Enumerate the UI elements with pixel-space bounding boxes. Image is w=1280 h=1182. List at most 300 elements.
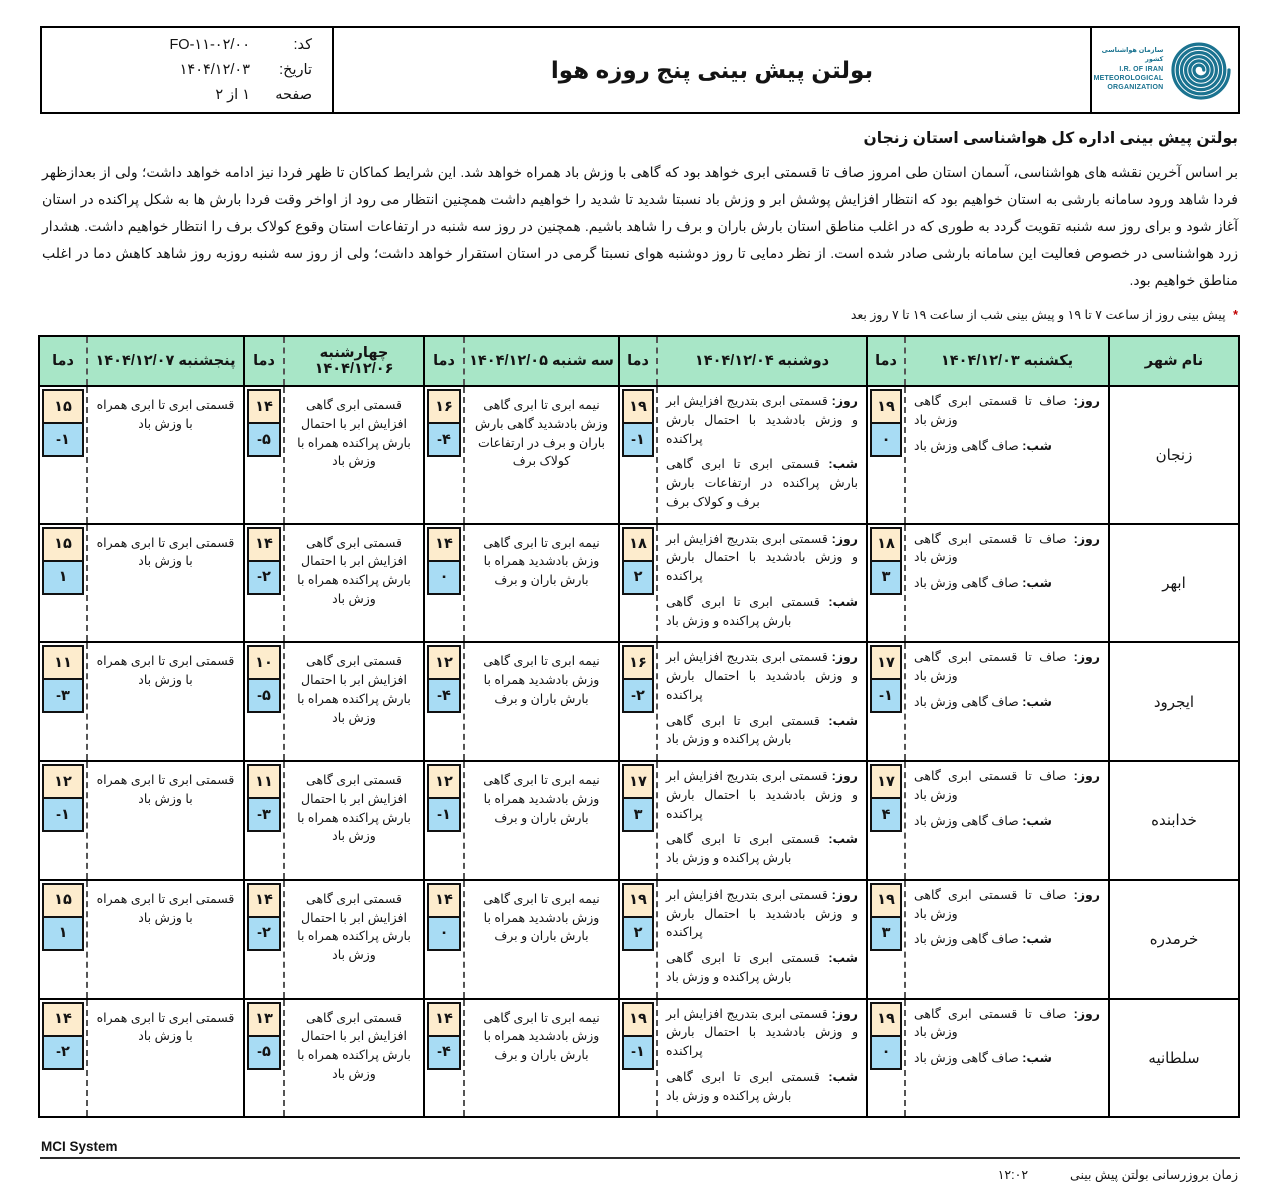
temperature-cell [244, 386, 284, 524]
table-row [39, 999, 1239, 1118]
day-temp-box [622, 1002, 654, 1037]
night-temp-box [870, 678, 902, 713]
forecast-cell [905, 999, 1109, 1118]
temperature-cell [867, 880, 905, 999]
forecast-day-text: صاف تا قسمتی ابری گاهی وزش باد [914, 769, 1067, 802]
day-temp-box [42, 764, 84, 799]
forecast-day-text: قسمتی ابری بتدریج افزایش ابر و وزش بادشدید با احتمال بارش پراکنده [666, 650, 858, 702]
night-temp-box [622, 560, 654, 595]
night-temp-value: -۱ [56, 806, 70, 823]
forecast-text: قسمتی ابری تا ابری همراه با وزش باد [96, 1010, 235, 1044]
forecast-day-label: روز: [1073, 650, 1100, 665]
forecast-day-label: روز: [831, 769, 858, 784]
forecast-cell [657, 999, 867, 1118]
forecast-cell [284, 642, 424, 761]
night-temp-box [247, 797, 281, 832]
temperature-cell [424, 524, 464, 643]
page-title: بولتن پیش بینی پنج روزه هوا [550, 56, 874, 83]
forecast-text: نیمه ابری تا ابری گاهی وزش بادشدید همراه با بارش باران و برف [483, 1010, 600, 1063]
col-header-day-3: سه شنبه ۱۴۰۴/۱۲/۰۵ [464, 336, 619, 386]
day-temp-box [870, 389, 902, 424]
night-temp-value: -۴ [437, 1044, 451, 1061]
forecast-cell [657, 642, 867, 761]
forecast-night-label: شب: [1022, 932, 1052, 947]
day-temp-box [42, 389, 84, 424]
day-temp-value: ۱۰ [255, 654, 273, 671]
forecast-day-text: صاف تا قسمتی ابری گاهی وزش باد [914, 394, 1067, 427]
forecast-cell [464, 761, 619, 880]
night-temp-value: ۰ [439, 925, 449, 942]
temperature-cell [619, 880, 657, 999]
forecast-cell [657, 386, 867, 524]
night-temp-value: ۰ [881, 431, 891, 448]
night-temp-box [427, 1035, 461, 1070]
forecast-day-line [914, 1005, 1100, 1043]
forecast-cell [284, 880, 424, 999]
day-temp-box [870, 883, 902, 918]
forecast-night-line [914, 693, 1100, 712]
day-temp-value: ۱۲ [435, 773, 453, 790]
day-temp-box [247, 1002, 281, 1037]
night-temp-value: -۲ [56, 1044, 70, 1061]
day-temp-value: ۱۵ [54, 536, 72, 553]
document-header [40, 26, 1240, 114]
forecast-cell [464, 642, 619, 761]
date-label: تاریخ: [279, 62, 312, 78]
forecast-text: قسمتی ابری گاهی افزایش ابر با احتمال بارش پراکنده همراه با وزش باد [297, 773, 411, 844]
forecast-cell [87, 999, 244, 1118]
day-temp-box [870, 764, 902, 799]
forecast-day-label: روز: [1073, 887, 1100, 902]
day-temp-box [247, 389, 281, 424]
forecast-cell [87, 524, 244, 643]
forecast-summary-paragraph: بر اساس آخرین نقشه های هواشناسی، آسمان استان طی امروز صاف تا قسمتی ابری خواهد بود که گاهی با وزش باد همراه خواهد شد. این شرایط کماکان تا ظهر فردا نیز ادامه خواهد داشت؛ ولی از بعدازظهر فردا شاهد ورود سامانه بارشی به استان خواهیم بود که انتظار افزایش پوشش ابر و وزش باد نسبتا شدید تا شدید را خواهیم داشت همچنین انتظار می رود از اواخر وقت فردا بارش ها به شکل پراکنده در استان آغاز شود و برای روز سه شنبه تقویت گردد به طوری که در اغلب مناطق استان بارش باران و برف را شاهد باشیم. همچنین در روز سه شنبه در ارتفاعات استان وقوع کولاک برف را انتظار خواهیم داشت. هشدار زرد هواشناسی در خصوص فعالیت این سامانه بارشی صادر شده است. از نظر دمایی تا روز دوشنبه هوای نسبتا گرمی در استان استقرار خواهد داشت؛ ولی از روز سه شنبه روزبه روز شاهد کاهش دما در اغلب مناطق خواهیم بود. [42, 164, 1238, 289]
day-temp-box [42, 527, 84, 562]
day-temp-box [42, 645, 84, 680]
col-header-day-2: دوشنبه ۱۴۰۴/۱۲/۰۴ [657, 336, 867, 386]
forecast-text: قسمتی ابری تا ابری همراه با وزش باد [96, 773, 235, 806]
day-temp-box [870, 645, 902, 680]
night-temp-value: ۲ [633, 569, 643, 586]
day-temp-value: ۱۷ [877, 654, 895, 671]
forecast-text: قسمتی ابری گاهی افزایش ابر با احتمال بارش پراکنده همراه با وزش باد [297, 654, 411, 725]
col-header-day-4: چهارشنبه ۱۴۰۴/۱۲/۰۶ [284, 336, 424, 386]
forecast-night-line [914, 1049, 1100, 1068]
city-name: ابهر [1109, 524, 1239, 643]
temperature-cell [867, 761, 905, 880]
forecast-day-text: قسمتی ابری بتدریج افزایش ابر و وزش بادشدید با احتمال بارش پراکنده [666, 394, 858, 446]
forecast-night-text: صاف گاهی وزش باد [914, 694, 1019, 709]
temperature-cell [244, 880, 284, 999]
day-temp-value: ۱۵ [54, 398, 72, 415]
night-temp-value: -۲ [631, 687, 645, 704]
temperature-cell [424, 761, 464, 880]
day-temp-value: ۱۲ [435, 654, 453, 671]
table-header-row [39, 336, 1239, 386]
day-temp-value: ۱۴ [255, 892, 273, 909]
night-temp-box [427, 560, 461, 595]
night-temp-box [622, 797, 654, 832]
day-temp-box [622, 389, 654, 424]
forecast-text: قسمتی ابری گاهی افزایش ابر با احتمال بارش پراکنده همراه با وزش باد [297, 535, 411, 606]
day-temp-value: ۱۴ [255, 398, 273, 415]
day-temp-value: ۱۴ [54, 1011, 72, 1028]
forecast-cell [284, 761, 424, 880]
temperature-cell [619, 524, 657, 643]
forecast-night-line [914, 812, 1100, 831]
temperature-cell [619, 386, 657, 524]
forecast-text: قسمتی ابری گاهی افزایش ابر با احتمال بارش پراکنده همراه با وزش باد [297, 398, 411, 469]
col-header-temp-1: دما [867, 336, 905, 386]
day-temp-box [247, 764, 281, 799]
forecast-cell [905, 524, 1109, 643]
col-header-temp-4: دما [244, 336, 284, 386]
temperature-cell [39, 386, 87, 524]
forecast-day-line [914, 648, 1100, 686]
night-temp-value: -۱ [56, 431, 70, 448]
night-temp-box [42, 797, 84, 832]
night-temp-value: -۴ [437, 687, 451, 704]
day-temp-box [427, 527, 461, 562]
forecast-day-label: روز: [1073, 769, 1100, 784]
night-temp-value: ۱ [58, 925, 68, 942]
forecast-cell [905, 386, 1109, 524]
night-temp-value: ۱ [58, 569, 68, 586]
forecast-cell [284, 999, 424, 1118]
temperature-cell [39, 761, 87, 880]
temperature-cell [39, 999, 87, 1118]
update-time-row [40, 1159, 1240, 1182]
night-temp-box [427, 797, 461, 832]
forecast-day-line [666, 530, 858, 586]
temperature-cell [39, 642, 87, 761]
day-temp-box [622, 645, 654, 680]
col-header-day-5: پنجشنبه ۱۴۰۴/۱۲/۰۷ [87, 336, 244, 386]
forecast-text: نیمه ابری تا ابری گاهی وزش بادشدید گاهی بارش باران و برف در ارتفاعات کولاک برف [474, 398, 609, 469]
night-temp-value: -۲ [257, 569, 271, 586]
forecast-day-label: روز: [831, 394, 858, 409]
night-temp-box [870, 1035, 902, 1070]
forecast-day-text: قسمتی ابری بتدریج افزایش ابر و وزش بادشدید با احتمال بارش پراکنده [666, 531, 858, 584]
forecast-night-label: شب: [1022, 576, 1052, 591]
forecast-text: نیمه ابری تا ابری گاهی وزش بادشدید همراه با بارش باران و برف [483, 773, 600, 825]
night-temp-value: -۱ [631, 431, 645, 448]
forecast-cell [464, 524, 619, 643]
forecast-night-line [666, 1068, 858, 1106]
city-name: خرمدره [1109, 880, 1239, 999]
temperature-cell [244, 524, 284, 643]
forecast-cell [657, 524, 867, 643]
city-name: خدابنده [1109, 761, 1239, 880]
logo-org-name-en-line2: METEOROLOGICAL [1093, 75, 1164, 83]
night-temp-value: -۳ [56, 687, 70, 704]
day-temp-value: ۱۹ [629, 892, 647, 909]
forecast-text: قسمتی ابری تا ابری همراه با وزش باد [96, 654, 235, 688]
day-temp-box [622, 883, 654, 918]
day-temp-box [427, 764, 461, 799]
update-time-label: زمان بروزرسانی بولتن پیش بینی [1070, 1168, 1238, 1182]
night-temp-box [870, 560, 902, 595]
col-header-day-1: یکشنبه ۱۴۰۴/۱۲/۰۳ [905, 336, 1109, 386]
day-temp-box [427, 645, 461, 680]
forecast-cell [464, 386, 619, 524]
logo-org-name-en-line1: I.R. OF IRAN [1119, 65, 1164, 73]
forecast-cell [284, 524, 424, 643]
forecast-day-line [914, 530, 1100, 568]
night-temp-box [622, 678, 654, 713]
night-temp-box [42, 422, 84, 457]
day-temp-value: ۱۸ [877, 536, 895, 553]
day-temp-value: ۱۹ [629, 1011, 647, 1028]
day-temp-box [247, 527, 281, 562]
temperature-cell [424, 999, 464, 1118]
temperature-cell [619, 761, 657, 880]
logo-org-name-en-line3: ORGANIZATION [1107, 84, 1164, 92]
update-time-value: ۱۲:۰۲ [997, 1168, 1029, 1182]
temperature-cell [39, 880, 87, 999]
forecast-night-text: قسمتی ابری تا ابری گاهی بارش پراکنده و وزش باد [666, 713, 820, 747]
forecast-day-label: روز: [831, 1006, 858, 1021]
night-temp-box [247, 916, 281, 951]
document-footer [40, 1139, 1240, 1182]
forecast-night-label: شب: [828, 594, 858, 609]
temperature-cell [424, 880, 464, 999]
temperature-cell [867, 642, 905, 761]
temperature-cell [424, 642, 464, 761]
night-temp-box [427, 916, 461, 951]
forecast-night-text: صاف گاهی وزش باد [914, 576, 1019, 591]
night-temp-value: -۴ [437, 431, 451, 448]
temperature-cell [39, 524, 87, 643]
meta-row-date [52, 62, 312, 78]
night-temp-box [247, 678, 281, 713]
day-temp-value: ۱۴ [435, 892, 453, 909]
night-temp-value: ۳ [881, 569, 891, 586]
day-temp-value: ۱۷ [629, 773, 647, 790]
logo-box [1090, 28, 1238, 112]
temperature-cell [424, 386, 464, 524]
forecast-night-text: صاف گاهی وزش باد [914, 932, 1019, 947]
forecast-night-text: قسمتی ابری تا ابری گاهی بارش پراکنده و وزش باد [666, 1069, 820, 1103]
table-row [39, 642, 1239, 761]
forecast-cell [87, 642, 244, 761]
night-temp-value: -۱ [631, 1044, 645, 1061]
forecast-text: نیمه ابری تا ابری گاهی وزش بادشدید همراه با بارش باران و برف [483, 654, 600, 706]
forecast-day-label: روز: [1073, 394, 1100, 409]
forecast-day-line [666, 392, 858, 448]
day-temp-box [622, 527, 654, 562]
meta-row-code [52, 37, 312, 53]
forecast-text: قسمتی ابری گاهی افزایش ابر با احتمال بارش پراکنده همراه با وزش باد [297, 1010, 411, 1081]
forecast-day-line [914, 767, 1100, 805]
forecast-night-label: شب: [1022, 438, 1052, 453]
night-temp-box [247, 560, 281, 595]
forecast-day-text: صاف تا قسمتی ابری گاهی وزش باد [914, 650, 1067, 684]
date-value: ۱۴۰۴/۱۲/۰۳ [179, 62, 250, 78]
night-temp-value: -۳ [257, 806, 271, 823]
forecast-cell [87, 386, 244, 524]
forecast-text: قسمتی ابری تا ابری همراه با وزش باد [96, 398, 235, 431]
city-name: سلطانیه [1109, 999, 1239, 1118]
night-temp-value: -۱ [879, 687, 893, 704]
forecast-day-line [666, 767, 858, 823]
night-temp-value: ۳ [633, 806, 643, 823]
day-temp-value: ۱۴ [435, 536, 453, 553]
night-temp-value: ۰ [439, 569, 449, 586]
forecast-night-text: قسمتی ابری تا ابری گاهی بارش پراکنده در ارتفاعات بارش برف و کولاک برف [666, 457, 858, 509]
irimo-spiral-logo-icon [1166, 35, 1236, 105]
day-temp-value: ۱۱ [255, 773, 273, 790]
table-row [39, 524, 1239, 643]
forecast-cell [905, 880, 1109, 999]
forecast-cell [87, 761, 244, 880]
footnote-text: پیش بینی روز از ساعت ۷ تا ۱۹ و پیش بینی شب از ساعت ۱۹ تا ۷ روز بعد [850, 308, 1226, 323]
col-header-city: نام شهر [1109, 336, 1239, 386]
forecast-night-label: شب: [1022, 694, 1052, 709]
meta-row-page [52, 87, 312, 103]
forecast-cell [905, 642, 1109, 761]
temperature-cell [867, 386, 905, 524]
forecast-day-label: روز: [1073, 1006, 1100, 1021]
night-temp-value: -۵ [257, 431, 271, 448]
forecast-day-line [666, 648, 858, 704]
night-temp-value: -۵ [257, 687, 271, 704]
forecast-day-line [914, 392, 1100, 430]
page-label: صفحه [275, 87, 312, 103]
night-temp-box [247, 422, 281, 457]
forecast-night-line [666, 949, 858, 987]
day-temp-value: ۱۱ [54, 654, 72, 671]
forecast-night-text: قسمتی ابری تا ابری گاهی بارش پراکنده و وزش باد [666, 951, 820, 984]
forecast-night-text: قسمتی ابری تا ابری گاهی بارش پراکنده و وزش باد [666, 832, 820, 866]
night-temp-value: -۲ [257, 925, 271, 942]
night-temp-value: -۵ [257, 1044, 271, 1061]
table-row [39, 386, 1239, 524]
day-temp-value: ۱۷ [877, 773, 895, 790]
day-temp-box [247, 883, 281, 918]
night-temp-box [622, 916, 654, 951]
forecast-night-line [666, 593, 858, 631]
footnote-star: * [1233, 308, 1238, 323]
day-temp-value: ۱۵ [54, 892, 72, 909]
forecast-day-label: روز: [831, 887, 858, 902]
forecast-cell [464, 999, 619, 1118]
forecast-text: قسمتی ابری گاهی افزایش ابر با احتمال بارش پراکنده همراه با وزش باد [297, 891, 411, 963]
night-temp-box [42, 678, 84, 713]
temperature-cell [619, 642, 657, 761]
forecast-day-label: روز: [831, 650, 858, 665]
day-temp-value: ۱۲ [54, 773, 72, 790]
table-row [39, 761, 1239, 880]
code-label: کد: [293, 37, 312, 53]
forecast-night-text: صاف گاهی وزش باد [914, 438, 1019, 453]
forecast-text: نیمه ابری تا ابری گاهی وزش بادشدید همراه با بارش باران و برف [483, 535, 600, 588]
night-temp-box [870, 916, 902, 951]
temperature-cell [244, 761, 284, 880]
night-temp-value: ۲ [633, 925, 643, 942]
forecast-text: قسمتی ابری تا ابری همراه با وزش باد [96, 891, 235, 925]
night-temp-value: ۴ [881, 806, 891, 823]
forecast-night-line [666, 830, 858, 868]
forecast-day-line [666, 886, 858, 942]
day-temp-box [622, 764, 654, 799]
night-temp-value: ۳ [881, 925, 891, 942]
night-temp-box [42, 560, 84, 595]
forecast-night-label: شب: [828, 951, 858, 966]
forecast-night-label: شب: [828, 457, 858, 472]
forecast-night-line [914, 930, 1100, 949]
page-value: ۱ از ۲ [215, 87, 250, 103]
day-temp-value: ۱۹ [877, 398, 895, 415]
forecast-night-label: شب: [828, 1069, 858, 1084]
temperature-cell [867, 524, 905, 643]
forecast-day-label: روز: [831, 531, 858, 546]
forecast-day-text: صاف تا قسمتی ابری گاهی وزش باد [914, 531, 1067, 565]
night-temp-box [427, 678, 461, 713]
col-header-temp-3: دما [424, 336, 464, 386]
temperature-cell [244, 642, 284, 761]
day-temp-value: ۱۹ [877, 892, 895, 909]
system-name: MCI System [41, 1139, 118, 1155]
forecast-cell [284, 386, 424, 524]
forecast-night-text: قسمتی ابری تا ابری گاهی بارش پراکنده و وزش باد [666, 594, 820, 628]
day-temp-box [427, 1002, 461, 1037]
forecast-table [38, 335, 1240, 1118]
day-temp-value: ۱۳ [255, 1011, 273, 1028]
temperature-cell [867, 999, 905, 1118]
night-temp-value: ۰ [881, 1044, 891, 1061]
bulletin-heading: بولتن پیش بینی اداره کل هواشناسی استان زنجان [863, 130, 1238, 147]
forecast-day-text: قسمتی ابری بتدریج افزایش ابر و وزش بادشدید با احتمال بارش پراکنده [666, 1006, 858, 1059]
forecast-night-line [914, 437, 1100, 456]
forecast-cell [657, 761, 867, 880]
day-temp-value: ۱۴ [255, 536, 273, 553]
forecast-cell [464, 880, 619, 999]
forecast-night-label: شب: [828, 713, 858, 728]
forecast-night-line [666, 712, 858, 750]
forecast-cell [87, 880, 244, 999]
temperature-cell [619, 999, 657, 1118]
forecast-night-label: شب: [1022, 813, 1052, 828]
forecast-day-label: روز: [1073, 531, 1100, 546]
col-header-temp-5: دما [39, 336, 87, 386]
night-temp-box [870, 422, 902, 457]
city-name: زنجان [1109, 386, 1239, 524]
night-temp-box [42, 1035, 84, 1070]
logo-text-block [1094, 47, 1164, 93]
day-temp-value: ۱۶ [435, 398, 453, 415]
forecast-night-label: شب: [828, 832, 858, 847]
forecast-night-label: شب: [1022, 1051, 1052, 1066]
night-temp-box [622, 422, 654, 457]
day-temp-box [247, 645, 281, 680]
forecast-day-text: صاف تا قسمتی ابری گاهی وزش باد [914, 1006, 1067, 1040]
day-temp-box [42, 883, 84, 918]
code-value: FO-۱۱-۰۲/۰۰ [169, 37, 250, 53]
day-temp-box [42, 1002, 84, 1037]
forecast-cell [657, 880, 867, 999]
night-temp-box [42, 916, 84, 951]
forecast-text: نیمه ابری تا ابری گاهی وزش بادشدید همراه با بارش باران و برف [483, 891, 600, 944]
forecast-day-text: قسمتی ابری بتدریج افزایش ابر و وزش بادشدید با احتمال بارش پراکنده [666, 887, 858, 940]
day-temp-value: ۱۶ [629, 654, 647, 671]
forecast-hours-footnote [42, 307, 1238, 322]
day-temp-box [427, 389, 461, 424]
city-name: ایجرود [1109, 642, 1239, 761]
night-temp-box [622, 1035, 654, 1070]
forecast-night-line [666, 455, 858, 511]
col-header-temp-2: دما [619, 336, 657, 386]
